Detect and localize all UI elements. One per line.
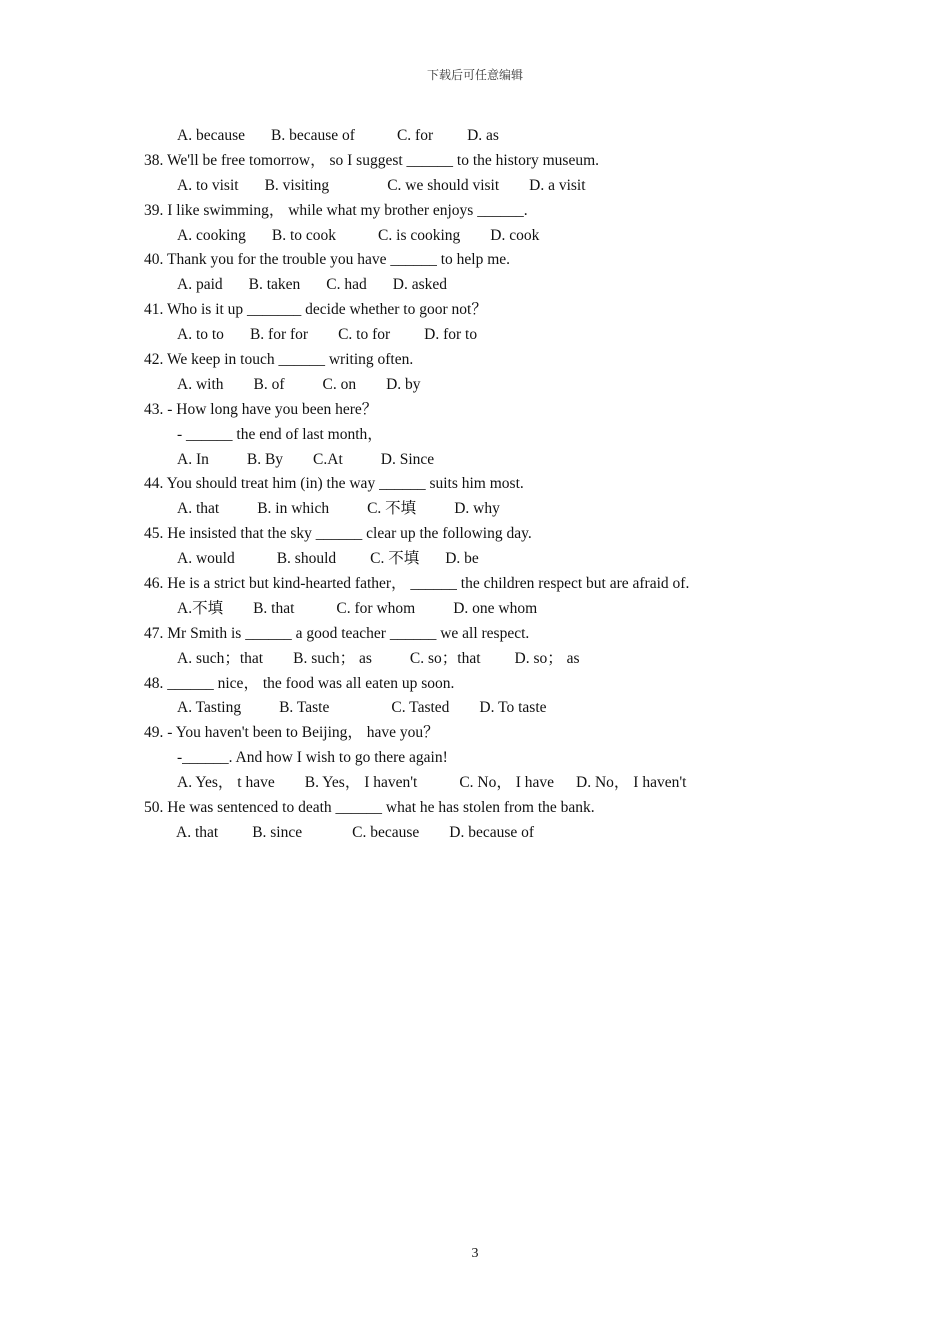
answer-option: C. 不填 (370, 550, 420, 568)
answer-options (144, 323, 864, 348)
answer-option: B. for for (249, 326, 309, 344)
answer-option: D. by (386, 375, 421, 393)
answer-option: A. Tasting (177, 699, 242, 717)
answer-option: B. to cook (271, 226, 337, 244)
answer-option: C. had (326, 276, 367, 294)
answer-option: C. so；that (409, 649, 481, 667)
answer-option: C. we should visit (387, 176, 500, 194)
answer-option: B. taken (248, 276, 301, 294)
answer-options (144, 647, 864, 672)
answer-options (144, 771, 864, 796)
question-text: 41. Who is it up _______ decide whether to goor not？ (144, 301, 487, 319)
answer-option: D. No， I haven't (576, 774, 687, 792)
answer-option: C. for whom (336, 599, 416, 617)
answer-option: C. 不填 (367, 500, 417, 518)
answer-option: C. because (352, 823, 420, 841)
page-number: 3 (471, 1246, 479, 1261)
answer-option: A. paid (177, 276, 223, 294)
answer-option: A. Yes， t have (177, 774, 275, 792)
answer-option: B. that (253, 599, 295, 617)
answer-options (144, 373, 864, 398)
answer-options (144, 497, 864, 522)
answer-option: B. in which (257, 500, 330, 518)
answer-option: B. such； as (293, 649, 372, 667)
answer-options (144, 174, 864, 199)
answer-option: A. to to (177, 326, 224, 344)
answer-option: D. as (467, 127, 499, 144)
question-text: 38. We'll be free tomorrow， so I suggest ______ to the history museum. (144, 151, 600, 169)
answer-options (144, 224, 864, 249)
question-text: 50. He was sentenced to death ______ what he has stolen from the bank. (144, 799, 595, 817)
question-text: 48. ______ nice， the food was all eaten up soon. (144, 674, 455, 692)
answer-option: B. visiting (264, 176, 330, 194)
answer-option: C.At (313, 450, 343, 468)
answer-option: D. because of (449, 823, 535, 841)
answer-option: D. cook (490, 226, 540, 244)
answer-option: A. with (177, 375, 224, 393)
answer-option: A. would (177, 550, 235, 568)
question-text: 49. - You haven't been to Beijing， have you？ (144, 724, 439, 742)
answer-option: A. because (177, 127, 245, 144)
answer-option: B. Yes， I haven't (304, 774, 418, 792)
answer-option: D. a visit (529, 176, 586, 194)
question-text: 43. - How long have you been here？ (144, 400, 378, 418)
answer-option: D. Since (380, 450, 435, 468)
answer-option: D. for to (424, 326, 478, 344)
answer-options (144, 696, 864, 721)
question-list (144, 124, 864, 846)
question-text: 44. You should treat him (in) the way ______ suits him most. (144, 475, 524, 493)
answer-option: B. By (246, 450, 284, 468)
answer-option: A. that (177, 500, 220, 518)
answer-option: A. In (177, 450, 209, 468)
question-continuation: -______. And how I wish to go there again! (177, 749, 448, 767)
answer-option: A.不填 (177, 599, 224, 617)
question-text: 39. I like swimming， while what my brother enjoys ______. (144, 201, 528, 219)
answer-option: C. to for (338, 326, 391, 344)
question-continuation: - ______ the end of last month， (177, 425, 383, 443)
answer-option: A. that (176, 823, 219, 841)
answer-option: B. of (253, 375, 285, 393)
answer-option: D. so； as (514, 649, 580, 667)
answer-options (144, 597, 864, 622)
question-text: 40. Thank you for the trouble you have ______ to help me. (144, 251, 511, 269)
answer-option: B. Taste (279, 699, 330, 717)
page-header: 下载后可任意编辑 (426, 68, 523, 82)
answer-option: C. on (322, 375, 357, 393)
question-text: 45. He insisted that the sky ______ clear up the following day. (144, 525, 532, 543)
answer-option: A. such；that (177, 649, 264, 667)
answer-option: D. To taste (479, 699, 547, 717)
answer-option: C. for (396, 127, 434, 144)
question-text: 47. Mr Smith is ______ a good teacher ______ we all respect. (144, 624, 530, 642)
answer-option: D. why (454, 500, 500, 518)
answer-options (144, 821, 864, 846)
answer-option: D. be (445, 550, 479, 568)
answer-option: D. one whom (453, 599, 538, 617)
answer-option: C. Tasted (391, 699, 450, 717)
answer-option: B. should (276, 550, 337, 568)
answer-option: C. No， I have (459, 774, 555, 792)
answer-option: B. because of (271, 127, 355, 144)
answer-option: A. cooking (177, 226, 246, 244)
question-text: 42. We keep in touch ______ writing often. (144, 351, 414, 369)
answer-option: B. since (252, 823, 303, 841)
answer-option: D. asked (392, 276, 448, 294)
answer-options (144, 547, 864, 572)
answer-option: C. is cooking (378, 226, 461, 244)
answer-options (144, 448, 864, 473)
answer-options (144, 273, 864, 298)
answer-options (144, 124, 864, 149)
question-text: 46. He is a strict but kind-hearted father， ______ the children respect but are afraid of. (144, 575, 690, 593)
answer-option: A. to visit (177, 176, 239, 194)
